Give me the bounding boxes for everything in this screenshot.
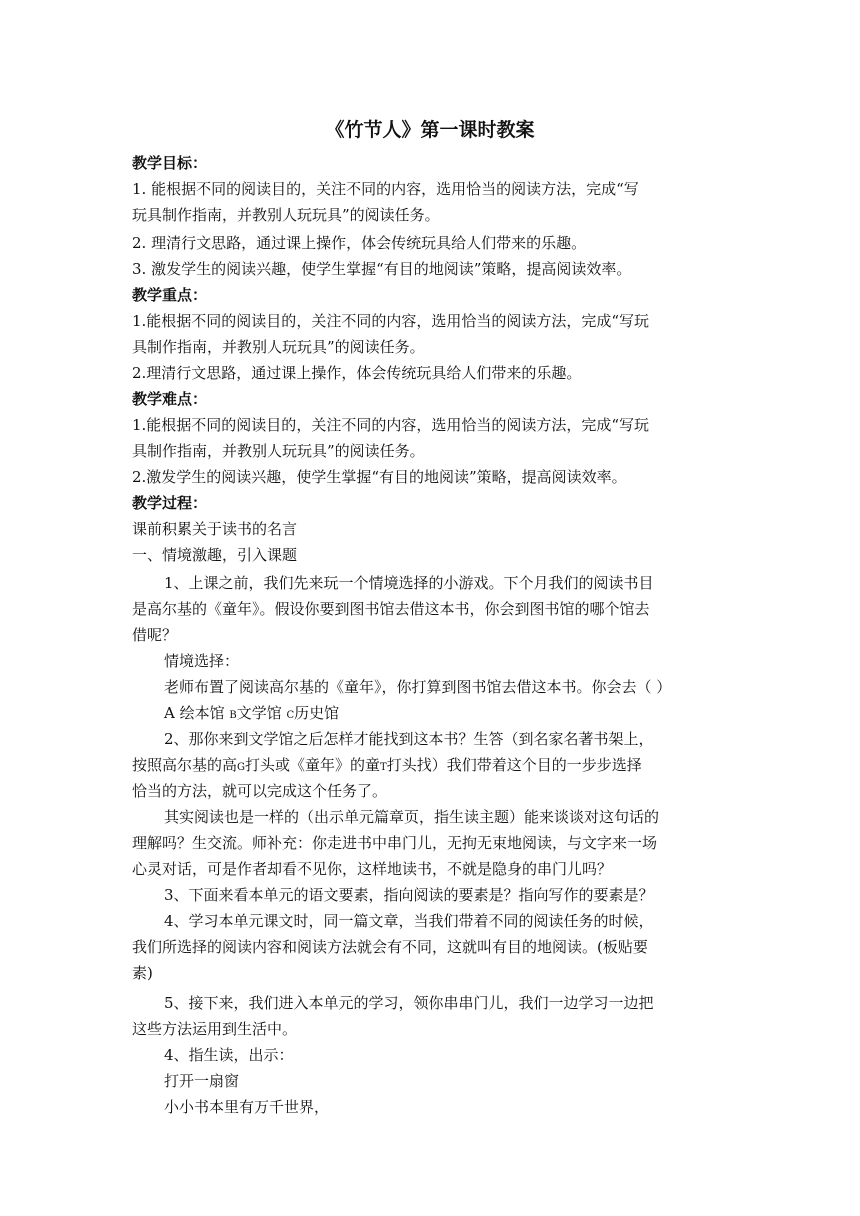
process-line: 2、那你来到文学馆之后怎样才能找到这本书？生答（到名家名著书架上， [164,730,654,748]
process-line: 这些方法运用到生活中。 [132,1020,298,1038]
process-line: 3、下面来看本单元的语文要素，指向阅读的要素是？指向写作的要素是？ [164,886,654,904]
process-line: 素) [132,964,153,982]
choice-c-letter: C [286,710,295,721]
key-points-heading: 教学重点： [132,286,208,304]
process-line: 课前积累关于读书的名言 [132,520,298,538]
difficulties-heading: 教学难点： [132,390,208,408]
choice-b: 文学馆 [236,704,287,722]
process-line: 老师布置了阅读高尔基的《童年》，你打算到图书馆去借这本书。你会去（ ） [164,678,672,696]
document-title: 《竹节人》第一课时教案 [325,119,535,141]
key-points-line: 2.理清行文思路，通过课上操作，体会传统玩具给人们带来的乐趣。 [132,364,582,382]
section-heading: 一、情境激趣，引入课题 [132,546,298,564]
choice-a: A 绘本馆 [164,704,230,722]
process-line: 心灵对话，可是作者却看不见你，这样地读书，不就是隐身的串门儿吗？ [132,860,613,878]
process-line: 5、接下来，我们进入本单元的学习，领你串串门儿，我们一边学习一边把 [164,994,654,1012]
process-heading: 教学过程： [132,494,208,512]
process-line: 按照高尔基的高G打头或《童年》的童T打头找）我们带着这个目的一步步选择 [132,756,642,774]
goals-line: 1. 能根据不同的阅读目的，关注不同的内容，选用恰当的阅读方法，完成“写 [132,180,639,198]
process-line: 4、指生读，出示： [164,1046,294,1064]
process-line: 其实阅读也是一样的（出示单元篇章页，指生读主题）能来谈谈对这句话的 [164,808,660,826]
choice-b-letter: B [229,710,237,721]
goals-line: 3. 激发学生的阅读兴趣，使学生掌握“有目的地阅读”策略，提高阅读效率。 [132,260,632,278]
process-line: 1、上课之前，我们先来玩一个情境选择的小游戏。下个月我们的阅读书目 [164,574,654,592]
key-points-line: 具制作指南，并教别人玩玩具”的阅读任务。 [132,338,425,356]
process-line: 打开一扇窗 [164,1072,240,1090]
goals-heading: 教学目标： [132,154,208,172]
process-line: 借呢？ [132,626,178,644]
process-line: 理解吗？生交流。师补充：你走进书中串门儿，无拘无束地阅读，与文字来一场 [132,834,658,852]
key-points-line: 1.能根据不同的阅读目的，关注不同的内容，选用恰当的阅读方法，完成“写玩 [132,312,649,330]
goals-line: 玩具制作指南，并教别人玩玩具”的阅读任务。 [132,206,440,224]
process-line: 4、学习本单元课文时，同一篇文章，当我们带着不同的阅读任务的时候， [164,912,654,930]
choice-options [164,700,732,729]
process-line: 小小书本里有万千世界， [164,1098,330,1116]
goals-line: 2. 理清行文思路，通过课上操作，体会传统玩具给人们带来的乐趣。 [132,234,587,252]
process-line: 我们所选择的阅读内容和阅读方法就会有不同，这就叫有目的地阅读。(板贴要 [132,938,648,956]
process-line: 情境选择： [164,652,240,670]
difficulties-line: 具制作指南，并教别人玩玩具”的阅读任务。 [132,442,425,460]
difficulties-line: 2.激发学生的阅读兴趣，使学生掌握“有目的地阅读”策略，提高阅读效率。 [132,468,627,486]
difficulties-line: 1.能根据不同的阅读目的，关注不同的内容，选用恰当的阅读方法，完成“写玩 [132,416,649,434]
process-line: 恰当的方法，就可以完成这个任务了。 [132,782,388,800]
choice-c: 历史馆 [294,704,340,722]
process-line: 是高尔基的《童年》。假设你要到图书馆去借这本书，你会到图书馆的哪个馆去 [132,600,650,618]
